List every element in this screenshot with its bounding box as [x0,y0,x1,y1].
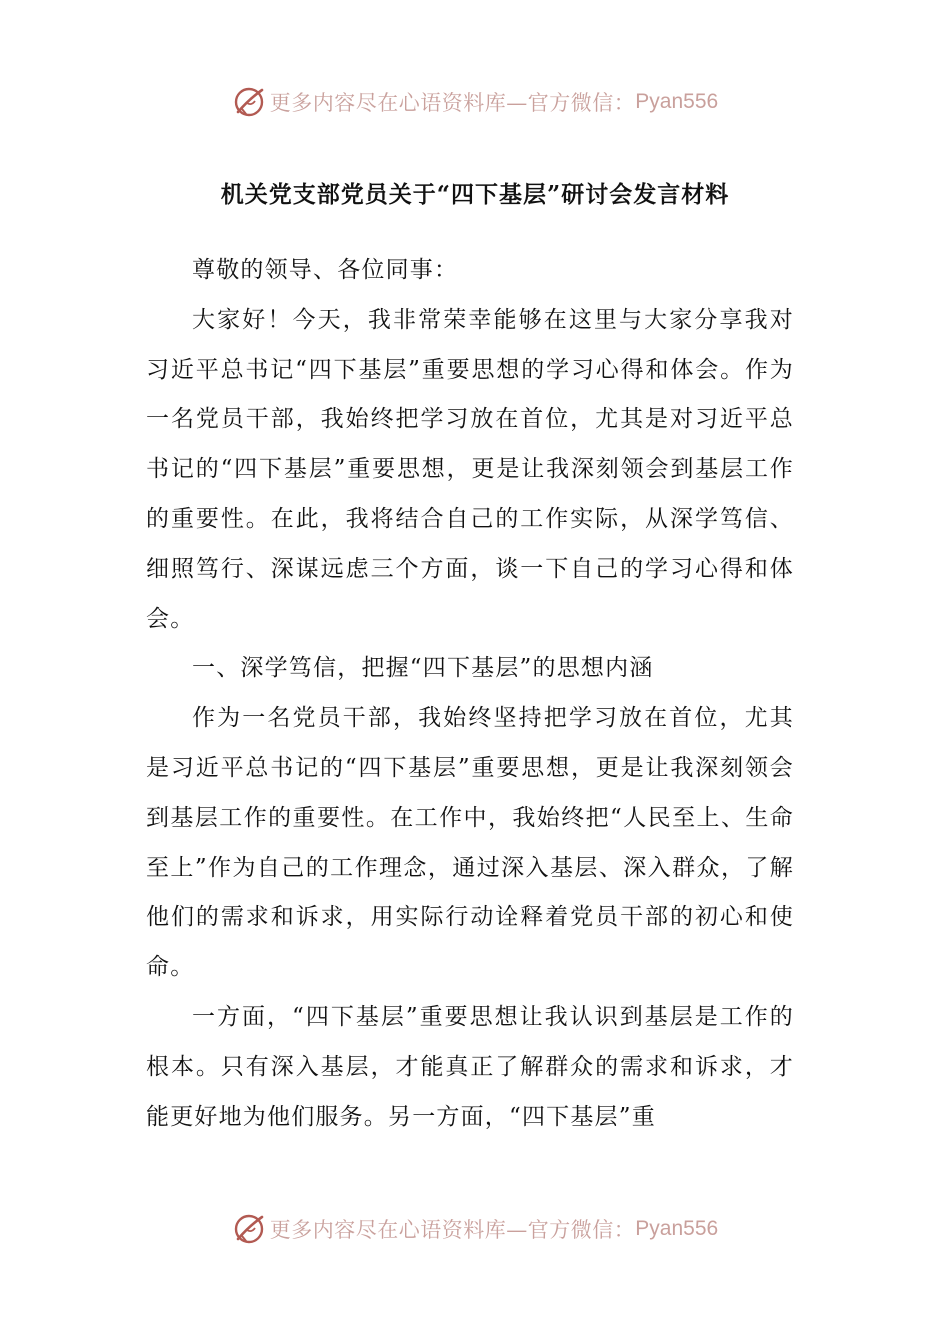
footer-watermark [0,1209,950,1249]
document-title: 机关党支部党员关于“四下基层”研讨会发言材料 [220,181,730,208]
salutation-paragraph: 尊敬的领导、各位同事： [192,257,459,283]
watermark-wechat-id: Pyan556 [635,90,719,113]
header-watermark [0,82,950,122]
watermark-wechat-id: Pyan556 [635,1217,719,1240]
section-heading: 一、深学笃信，把握“四下基层”的思想内涵 [192,655,654,682]
document-body [146,246,794,1142]
watermark-text: 更多内容尽在心语资料库—官方微信： [269,91,636,115]
body-paragraph: 大家好！今天，我非常荣幸能够在这里与大家分享我对习近平总书记“四下基层”重要思想的学习心得和体会。作为一名党员干部，我始终把学习放在首位，尤其是对习近平总书记的“四下基层”重要思想，更是让我深刻领会到基层工作的重要性。在此，我将结合自己的工作实际，从深学笃信、细照笃行、深谋远虑三个方面，谈一下自己的学习心得和体会。 [146,306,794,632]
body-paragraph: 一方面，“四下基层”重要思想让我认识到基层是工作的根本。只有深入基层，才能真正了解群众的需求和诉求，才能更好地为他们服务。另一方面，“四下基层”重 [146,1003,794,1130]
watermark-text: 更多内容尽在心语资料库—官方微信： [269,1218,636,1242]
body-paragraph: 作为一名党员干部，我始终坚持把学习放在首位，尤其是习近平总书记的“四下基层”重要思想，更是让我深刻领会到基层工作的重要性。在工作中，我始终把“人民至上、生命至上”作为自己的工作理念，通过深入基层、深入群众，了解他们的需求和诉求，用实际行动诠释着党员干部的初心和使命。 [146,705,794,981]
pen-circle-logo-icon [232,1212,266,1246]
pen-circle-logo-icon [232,85,266,119]
